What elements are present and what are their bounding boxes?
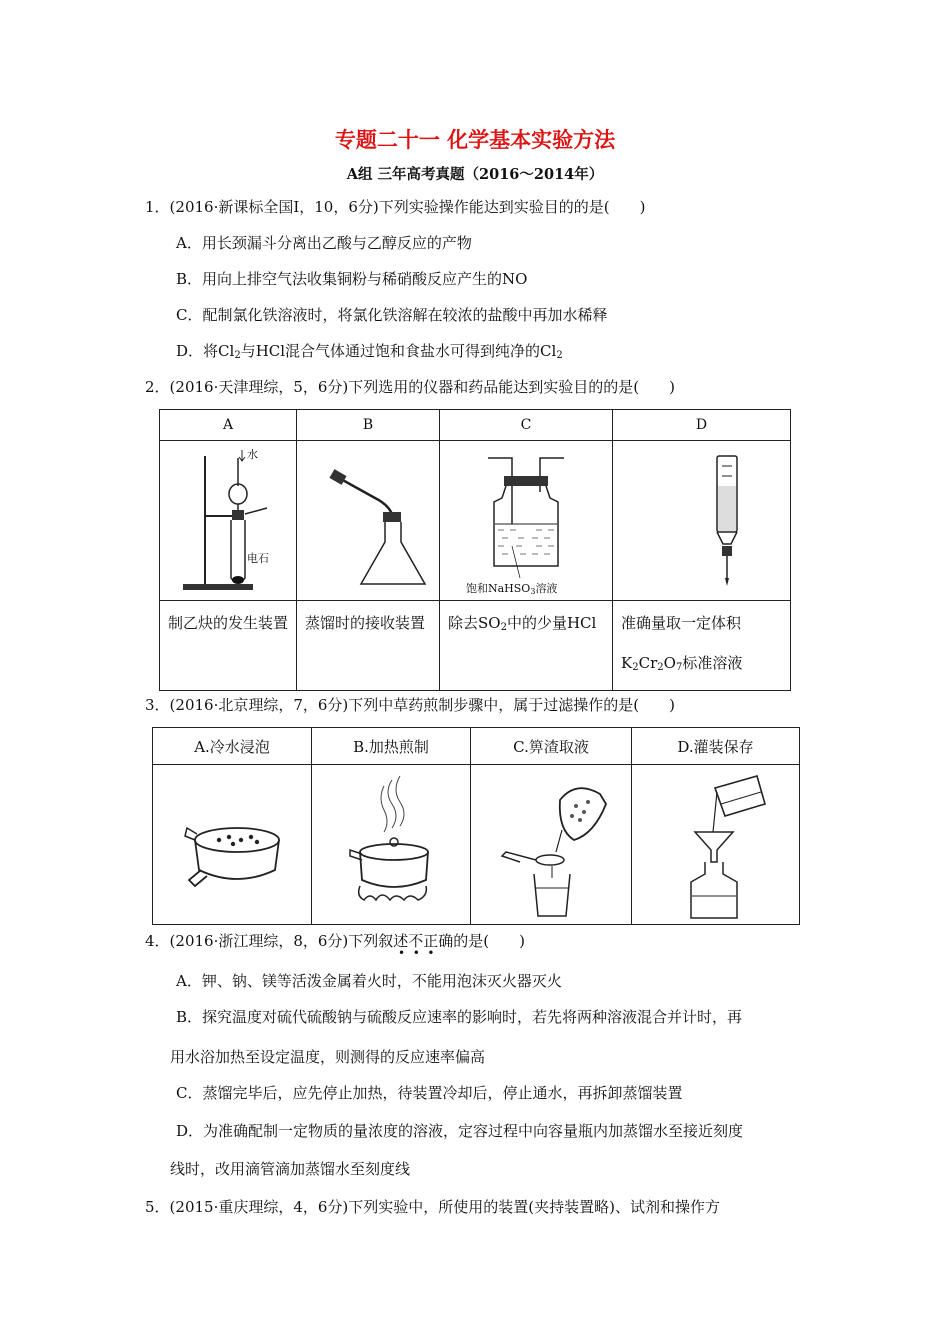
filtering-pour-icon [476, 770, 626, 920]
burette-icon [637, 446, 767, 596]
label-water: 水 [247, 447, 258, 461]
q4-option-d-line2: 线时，改用滴管滴加蒸馏水至刻度线 [170, 1160, 411, 1178]
emphasis-dots: • • • [398, 946, 435, 960]
q3-image-a [153, 765, 312, 925]
label-saturated-nahso3: 饱和NaHSO3溶液 [466, 581, 558, 596]
q2-header-a: A [160, 410, 297, 441]
q3-image-d [632, 765, 800, 925]
heating-pot-icon [316, 770, 466, 920]
q4-option-d-line1: D．为准确配制一定物质的量浓度的溶液，定容过程中向容量瓶内加蒸馏水至接近刻度 [176, 1122, 744, 1140]
q3-header-c: C.箅渣取液 [471, 728, 632, 765]
label-calcium-carbide: 电石 [247, 551, 269, 565]
q4-option-a: A．钾、钠、镁等活泼金属着火时，不能用泡沫灭火器灭火 [176, 972, 562, 990]
q4-option-b-line1: B．探究温度对硫代硫酸钠与硫酸反应速率的影响时，若先将两种溶液混合并计时，再 [176, 1008, 743, 1026]
q2-table [159, 409, 791, 691]
q2-header-c: C [440, 410, 613, 441]
q2-caption-a: 制乙炔的发生装置 [160, 601, 297, 691]
q2-image-c [440, 441, 613, 601]
q2-caption-c: 除去$SO_2$中的少量HCl [440, 601, 613, 691]
acetylene-apparatus-icon [163, 446, 293, 596]
q1-option-a: A．用长颈漏斗分离出乙酸与乙醇反应的产物 [176, 234, 472, 252]
gas-washing-bottle-icon [446, 446, 606, 596]
q3-image-c [471, 765, 632, 925]
page-title: 专题二十一 化学基本实验方法 [334, 127, 616, 152]
q3-table [152, 727, 800, 925]
q1-option-b: B．用向上排空气法收集铜粉与稀硝酸反应产生的NO [176, 270, 528, 288]
q4-stem: 4．(2016·浙江理综，8，6分)下列叙述不正确的是( ) [145, 932, 525, 950]
q1-stem: 1．(2016·新课标全国Ⅰ，10，6分)下列实验操作能达到实验目的的是( ) [145, 198, 646, 216]
receiving-flask-icon [303, 446, 433, 596]
q3-header-d: D.灌装保存 [632, 728, 800, 765]
q2-image-a [160, 441, 297, 601]
q1-option-d: D．将$Cl_2$与HCl混合气体通过饱和食盐水可得到纯净的$Cl_2$ [176, 342, 563, 361]
q1-option-c: C．配制氯化铁溶液时，将氯化铁溶解在较浓的盐酸中再加水稀释 [176, 306, 608, 324]
bottling-icon [641, 770, 791, 920]
q2-header-d: D [613, 410, 791, 441]
q2-header-b: B [297, 410, 440, 441]
q2-caption-d: 准确量取一定体积 $K_2Cr_2O_7$标准溶液 [613, 601, 791, 691]
q4-option-b-line2: 用水浴加热至设定温度，则测得的反应速率偏高 [170, 1048, 486, 1066]
q5-stem: 5．(2015·重庆理综，4，6分)下列实验中，所使用的装置(夹持装置略)、试剂和操作方 [145, 1198, 720, 1216]
q2-caption-b: 蒸馏时的接收装置 [297, 601, 440, 691]
soaking-pot-icon [157, 770, 307, 920]
q3-header-a: A.冷水浸泡 [153, 728, 312, 765]
q2-image-d [613, 441, 791, 601]
q3-header-b: B.加热煎制 [312, 728, 471, 765]
q2-stem: 2．(2016·天津理综，5，6分)下列选用的仪器和药品能达到实验目的的是( ) [145, 378, 675, 396]
q3-image-b [312, 765, 471, 925]
q3-stem: 3．(2016·北京理综，7，6分)下列中草药煎制步骤中，属于过滤操作的是( ) [145, 696, 675, 714]
q4-option-c: C．蒸馏完毕后，应先停止加热，待装置冷却后，停止通水，再拆卸蒸馏装置 [176, 1084, 683, 1102]
q2-image-b [297, 441, 440, 601]
section-subtitle: A组 三年高考真题（2016～2014年） [346, 166, 604, 183]
